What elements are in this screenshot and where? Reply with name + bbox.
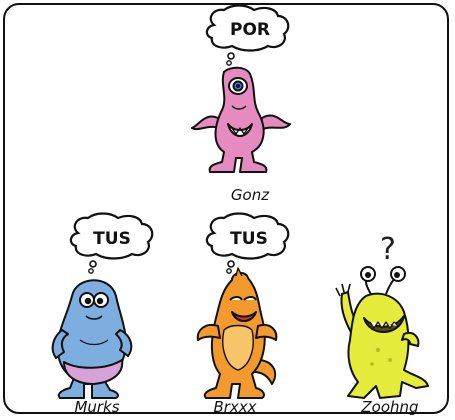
murks-thought-text: TUS <box>93 229 131 249</box>
zoohng-creature <box>336 267 428 398</box>
gonz-creature <box>192 68 290 172</box>
brxxx-thought-text: TUS <box>230 229 268 249</box>
gonz-thought-bubble <box>207 6 288 66</box>
murks-creature <box>53 280 132 398</box>
zoohng-label: Zoohng <box>361 398 419 416</box>
gonz-label: Gonz <box>230 186 270 204</box>
murks-thought-bubble <box>71 214 152 274</box>
zoohng-question-mark: ? <box>380 232 396 267</box>
gonz-thought-text: POR <box>229 20 271 40</box>
brxxx-thought-bubble <box>207 214 288 274</box>
murks-label: Murks <box>74 398 120 416</box>
brxxx-label: Brxxx <box>213 398 257 416</box>
brxxx-creature <box>198 268 277 398</box>
